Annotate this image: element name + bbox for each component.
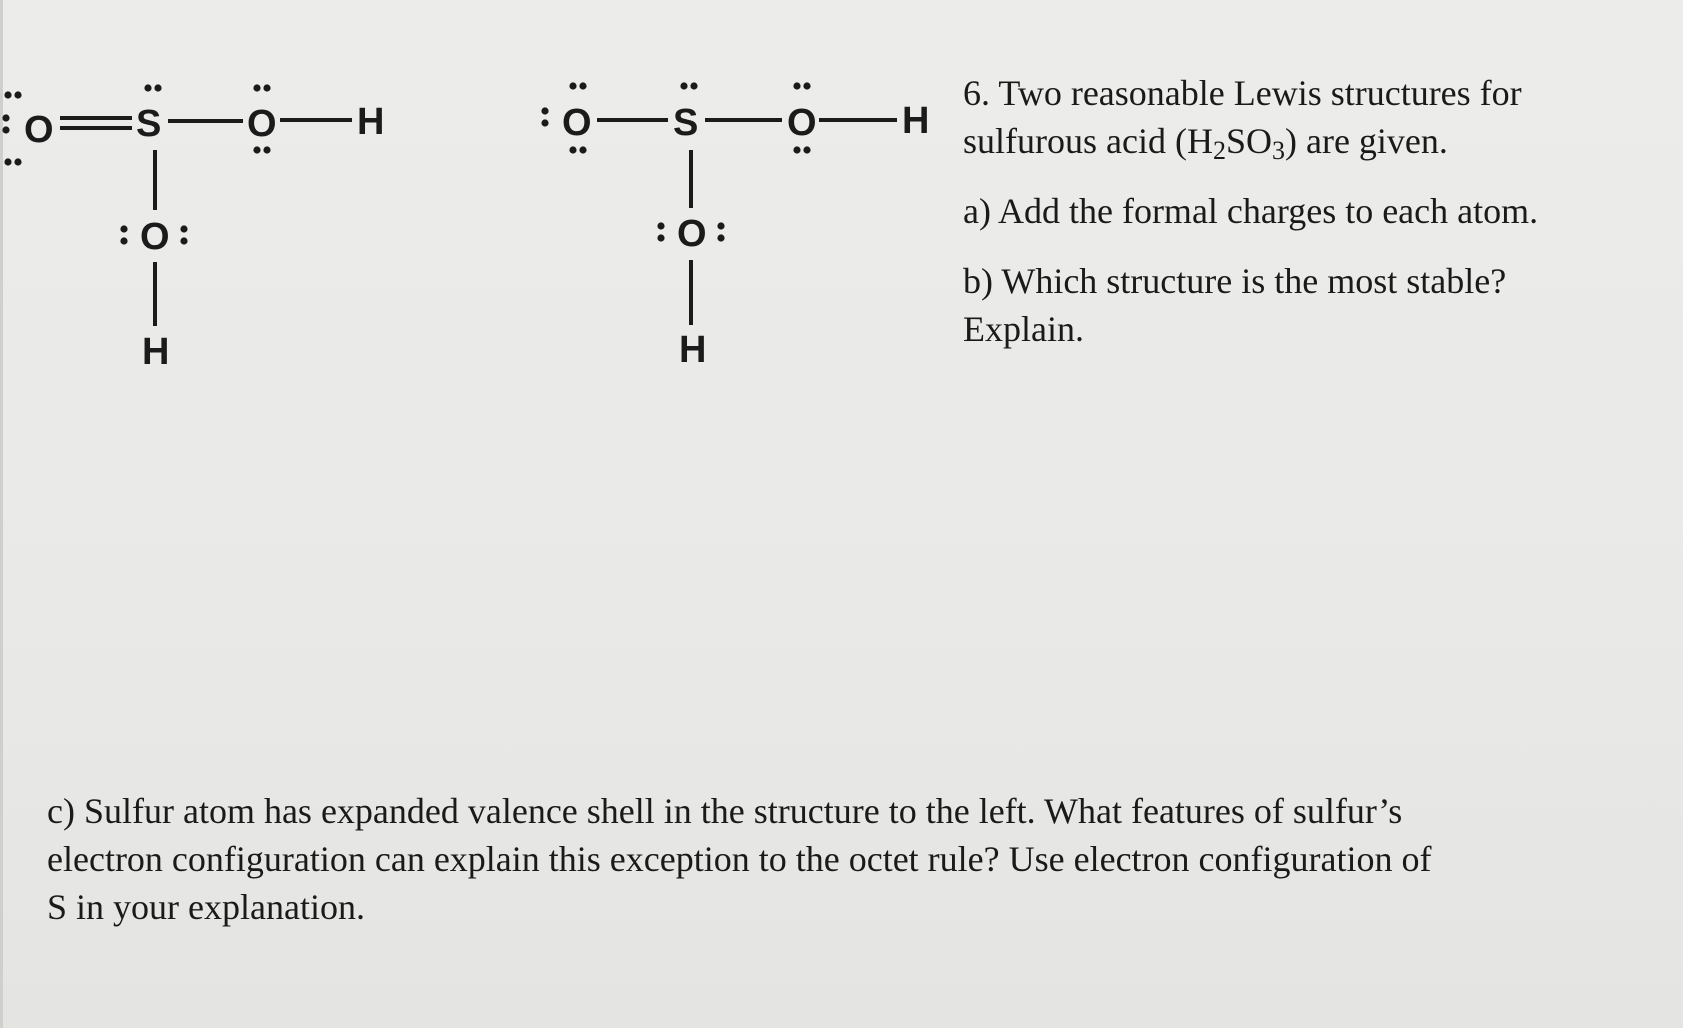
question-6-part-b-line2: Explain. [963,309,1084,349]
atom-o-top-left: O [562,102,592,144]
atom-h-bottom: H [679,329,707,371]
atom-o-bottom: O [140,216,170,258]
question-c [47,787,1657,931]
atom-h-right: H [902,100,930,142]
atom-o-bottom: O [677,213,707,255]
atom-s: S [673,102,699,144]
question-6-part-b-line1: b) Which structure is the most stable? [963,261,1507,301]
question-6-part-a: a) Add the formal charges to each atom. [963,191,1539,231]
question-6-intro-line1: 6. Two reasonable Lewis structures for [963,73,1522,113]
atom-s: S [136,103,162,145]
atom-o-top-left: O [24,109,54,151]
atom-o-top-right: O [787,102,817,144]
question-6-intro-line2: sulfurous acid $(H_2SO_3)$ are given. [963,121,1448,165]
question-c-line2: electron configuration can explain this exception to the octet rule? Use electron configuration of [47,839,1432,879]
atom-o-top-right: O [247,103,277,145]
atom-h-right: H [357,101,385,143]
lewis-structure-right [0,0,940,380]
question-c-line3: S in your explanation. [47,887,365,927]
atom-h-bottom: H [142,331,170,373]
question-6 [963,69,1663,353]
question-c-line1: c) Sulfur atom has expanded valence shell in the structure to the left. What features of sulfur’s [47,791,1403,831]
